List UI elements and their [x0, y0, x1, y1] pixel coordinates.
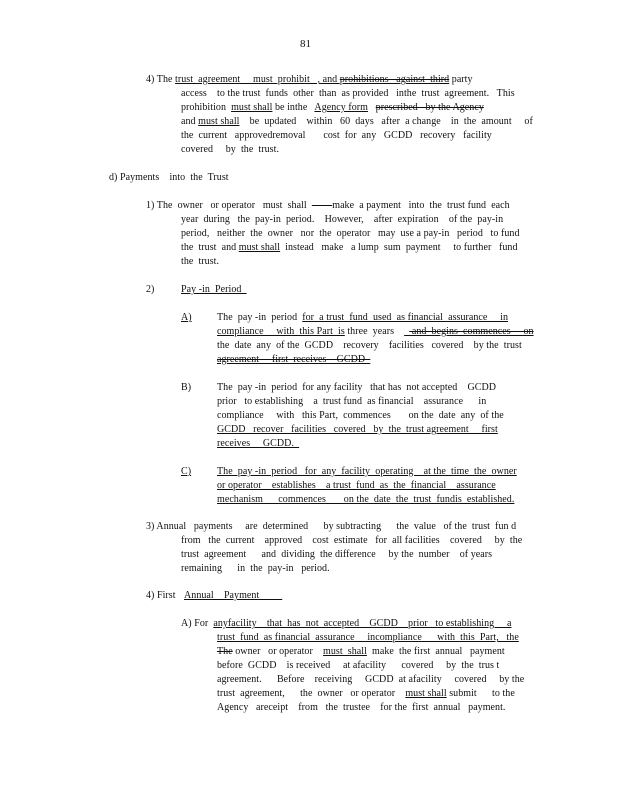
inserted-text: must shall	[323, 646, 367, 657]
text-run: covered by the trust.	[181, 144, 279, 155]
text-run: three years	[344, 326, 405, 337]
text-run: be updated within 60 days after a change in the amount of	[239, 116, 533, 127]
para-d3-line	[181, 548, 492, 561]
text-run: 3) Annual payments are determined by subtracting the value of the trust fun d	[146, 521, 517, 532]
deleted-text: prescribed by the Agency	[375, 102, 484, 113]
text-run: the trust and	[181, 242, 239, 253]
para-d1-line	[146, 199, 510, 212]
text-run: trust agreement, the owner or operator	[217, 688, 406, 699]
text-run: from the current approved cost estimate for all facilities covered by the	[181, 535, 523, 546]
para-d1-line	[181, 241, 518, 254]
inserted-text: GCDD recover facilities covered by the trust agreement first	[217, 424, 498, 435]
text-run: period, neither the owner nor the operator may use a pay-in period to fund	[181, 228, 520, 239]
para-d2-b-line	[217, 437, 299, 450]
para-4-line	[181, 87, 515, 100]
inserted-text: compliance with this Part is	[217, 326, 345, 337]
text-run: submit to the	[446, 688, 515, 699]
inserted-text: _	[404, 326, 410, 337]
para-d2-b-line	[217, 409, 504, 422]
page-number: 81	[300, 38, 311, 50]
inserted-text: receives GCDD.	[217, 438, 300, 449]
text-run: and	[181, 116, 199, 127]
para-d4-a-line	[217, 645, 505, 658]
para-4-line	[181, 129, 492, 142]
inserted-text: must shall	[231, 102, 273, 113]
text-run: prohibition	[181, 102, 232, 113]
para-d4-a-line	[217, 673, 524, 686]
text-run	[368, 102, 376, 113]
section-heading: d) Payments into the Trust	[109, 172, 229, 183]
text-run: the date any of the GCDD recovery facilities covered by the trust	[217, 340, 522, 351]
inserted-text: for a trust fund used as financial assurance in	[302, 312, 509, 323]
para-d2-b-line	[217, 395, 486, 408]
deleted-text	[312, 200, 332, 211]
text-run: prior to establishing a trust fund as financial assurance in	[217, 396, 487, 407]
text-run: The pay -in period for any facility that has not accepted GCDD	[217, 382, 497, 393]
text-run: party	[449, 74, 473, 85]
para-d3-line	[181, 562, 330, 575]
para-d3-line	[146, 520, 516, 533]
para-d4-a-line	[217, 659, 499, 672]
deleted-text: The	[217, 646, 233, 657]
para-d4-heading: Annual Payment	[184, 590, 283, 601]
deleted-text: and begins commences on	[409, 326, 534, 337]
para-d4-a-line	[217, 631, 519, 644]
para-d2-a-line	[217, 339, 522, 352]
deleted-text: prohibitions against third	[339, 74, 450, 85]
text-run: instead make a lump sum payment to further fund	[280, 242, 518, 253]
para-d2-c-line	[217, 493, 514, 506]
subitem-label: A)	[181, 312, 192, 323]
para-d1-line	[181, 255, 219, 268]
text-run: trust agreement and dividing the difference by the number of years	[181, 549, 493, 560]
para-d3-line	[181, 534, 522, 547]
text-run: before GCDD is received at afacility covered by the trus t	[217, 660, 500, 671]
para-d2-b-line	[217, 381, 496, 394]
text-run: remaining in the pay-in period.	[181, 563, 330, 574]
inserted-text: Agency form	[314, 102, 369, 113]
para-d2-b-line	[217, 423, 498, 436]
inserted-text: must shall	[405, 688, 447, 699]
inserted-text: The pay -in period for any facility operating at the time the owner	[217, 466, 517, 477]
text-run: access to the trust funds other than as provided inthe trust agreement. This	[181, 88, 515, 99]
deleted-text: agreement first receives GCDD	[217, 354, 371, 365]
para-d1-line	[181, 227, 520, 240]
text-run: owner or operator	[232, 646, 324, 657]
subitem-label: B)	[181, 382, 192, 393]
inserted-text: must shall	[198, 116, 240, 127]
text-run: the current approvedremoval cost for any GCDD recovery facility	[181, 130, 492, 141]
para-d2-c-line	[217, 465, 517, 478]
para-d2-c-line	[217, 479, 496, 492]
text-run: Agency areceipt from the trustee for the first annual payment.	[217, 702, 506, 713]
para-4-line	[181, 143, 279, 156]
para-4-line	[181, 101, 484, 114]
para-4-line	[146, 73, 473, 86]
para-d2-a-line	[217, 353, 370, 366]
para-d4-a-line	[181, 617, 511, 630]
text-run: A) For	[181, 618, 214, 629]
inserted-text: mechanism commences on the date the trust fundis established.	[217, 494, 515, 505]
para-4-line	[181, 115, 533, 128]
inserted-text: anyfacility that has not accepted GCDD prior to establishing a	[213, 618, 512, 629]
para-d2-heading: Pay -in Period	[181, 284, 247, 295]
para-d4-a-line	[217, 687, 515, 700]
text-run: year during the pay-in period. However, after expiration of the pay-in	[181, 214, 504, 225]
para-d4-a-line	[217, 701, 505, 714]
inserted-text: must shall	[238, 242, 281, 253]
text-run: 1) The owner or operator must shall	[146, 200, 312, 211]
para-d2-a-line	[217, 311, 508, 324]
para-d4-number: 4) First	[146, 590, 181, 601]
para-d2-number: 2)	[146, 284, 155, 295]
inserted-text: trust agreement must prohibit , and	[175, 74, 340, 85]
para-d1-line	[181, 213, 503, 226]
text-run: be inthe	[272, 102, 315, 113]
text-run: agreement. Before receiving GCDD at afacility covered by the	[217, 674, 525, 685]
para-d2-a-line	[217, 325, 534, 338]
text-run: make the first annual payment	[366, 646, 505, 657]
text-run: compliance with this Part, commences on the date any of the	[217, 410, 504, 421]
text-run: The pay -in period	[217, 312, 303, 323]
text-run: make a payment into the trust fund each	[332, 200, 510, 211]
inserted-text: or operator establishes a trust fund as the financial assurance	[217, 480, 496, 491]
text-run: the trust.	[181, 256, 220, 267]
inserted-text: trust fund as financial assurance incompliance with this Part, the	[217, 632, 519, 643]
subitem-label: C)	[181, 466, 192, 477]
text-run: 4) The	[146, 74, 176, 85]
